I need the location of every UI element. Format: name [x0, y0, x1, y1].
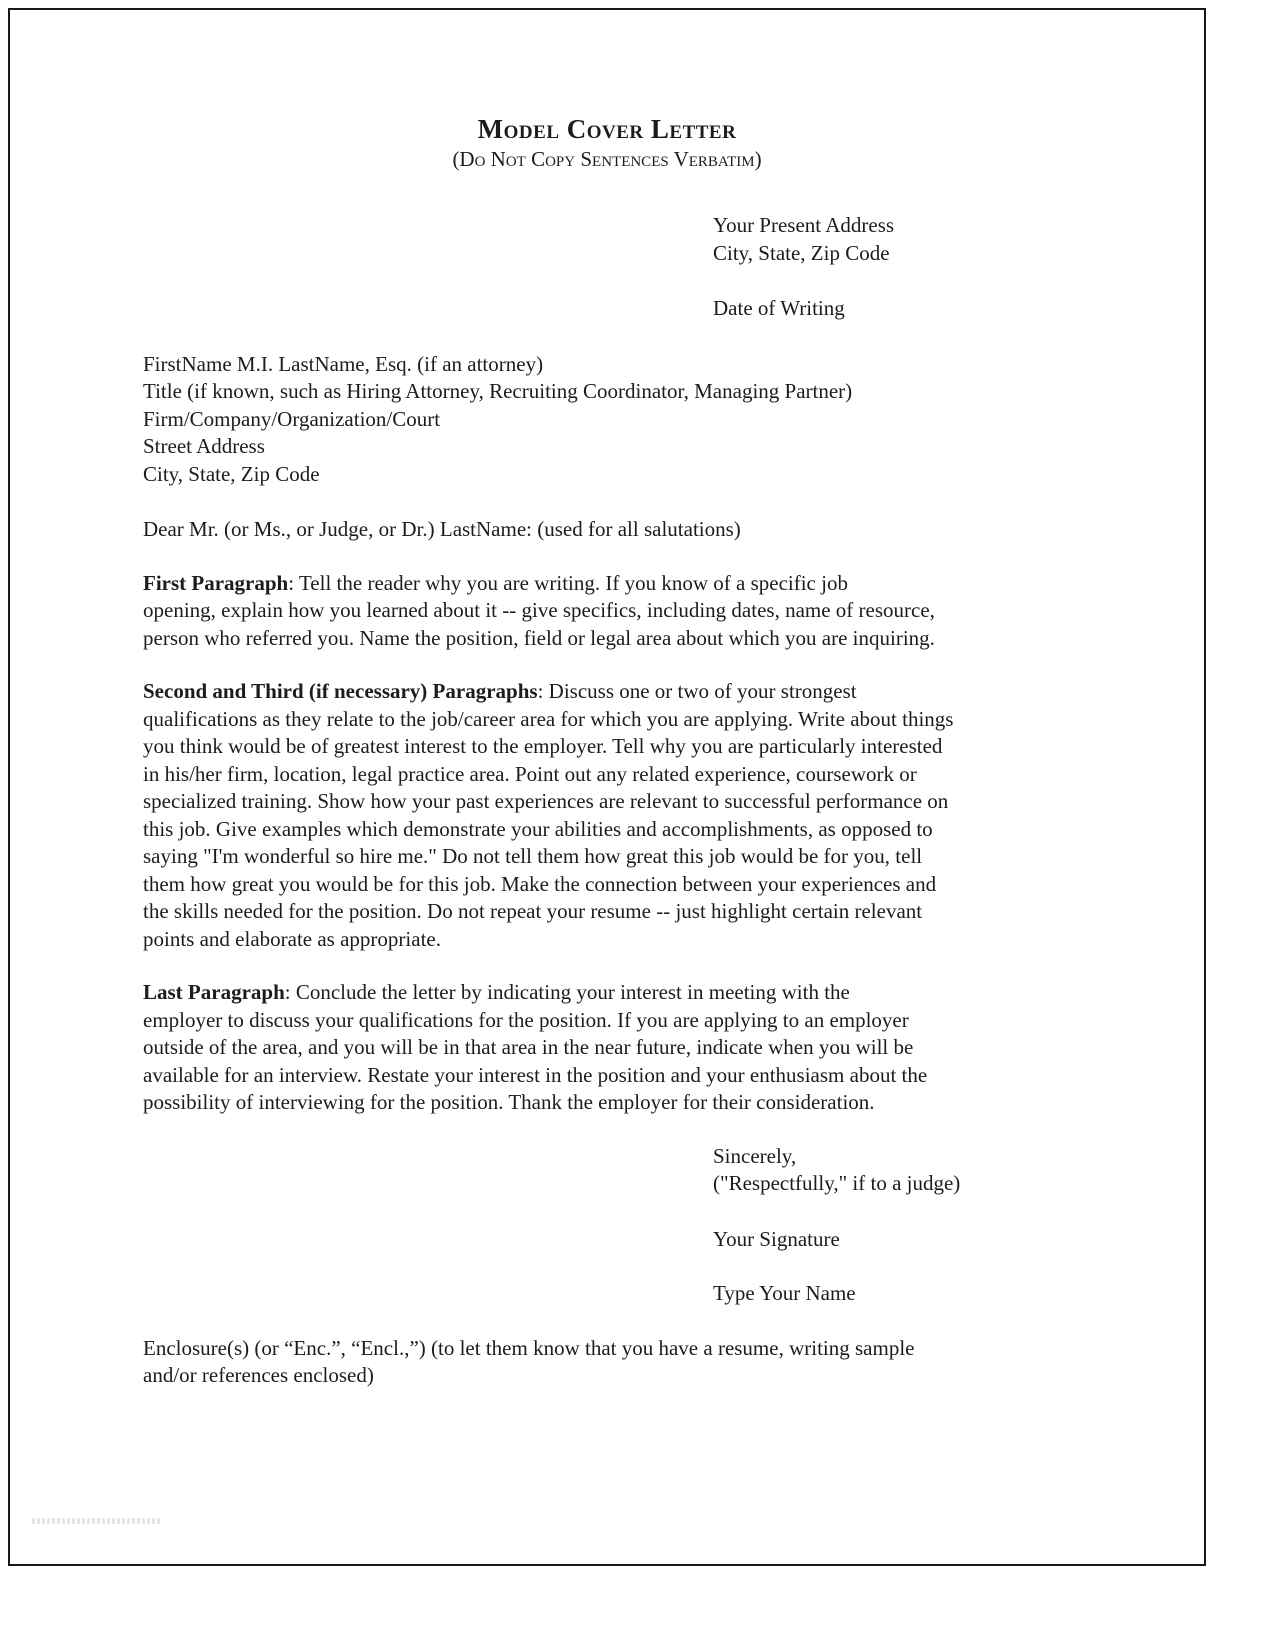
closing-block — [713, 1143, 1176, 1308]
closing-signature: Your Signature — [713, 1226, 840, 1251]
date-block — [713, 295, 1176, 323]
paragraph-last-line-1 — [143, 979, 1176, 1007]
recipient-block — [143, 351, 1176, 489]
recipient-street-line: Street Address — [143, 434, 265, 458]
paragraph-first-text: : Tell the reader why you are writing. If you know of a specific job — [288, 570, 848, 595]
document-title: Model Cover Letter — [477, 114, 737, 144]
paragraph-second-line-4: in his/her firm, location, legal practice area. Point out any related experience, coursework or — [143, 761, 917, 786]
paragraph-second-text: : Discuss one or two of your strongest — [537, 679, 857, 703]
paragraph-second-line-8: them how great you would be for this job. Make the connection between your experiences and — [143, 871, 937, 896]
paragraph-second-line-6: this job. Give examples which demonstrate your abilities and accomplishments, as opposed to — [143, 816, 933, 841]
document-subtitle: (Do Not Copy Sentences Verbatim) — [452, 147, 762, 171]
paragraph-last-lead: Last Paragraph — [143, 980, 285, 1004]
paragraph-last-line-5: possibility of interviewing for the position. Thank the employer for their consideration. — [143, 1090, 875, 1114]
paragraph-first-line-1 — [143, 570, 1176, 598]
salutation-line: Dear Mr. (or Ms., or Judge, or Dr.) LastName: (used for all salutations) — [143, 517, 741, 541]
recipient-firm-line: Firm/Company/Organization/Court — [143, 406, 441, 431]
recipient-city-line: City, State, Zip Code — [143, 461, 320, 486]
sender-address-line-1: Your Present Address — [713, 213, 895, 237]
recipient-name-line: FirstName M.I. LastName, Esq. (if an attorney) — [143, 351, 544, 376]
paragraph-last-line-2: employer to discuss your qualifications for the position. If you are applying to an employer — [143, 1007, 909, 1032]
paragraph-first — [143, 570, 1176, 653]
closing-respectfully-note: ("Respectfully," if to a judge) — [713, 1171, 961, 1195]
paragraph-first-line-3: person who referred you. Name the position, field or legal area about which you are inquiring. — [143, 625, 935, 650]
closing-typed-name: Type Your Name — [713, 1281, 856, 1305]
paragraph-first-lead: First Paragraph — [143, 570, 289, 595]
closing-sincerely: Sincerely, — [713, 1143, 797, 1168]
date-line: Date of Writing — [713, 296, 845, 320]
sender-address-block — [713, 212, 1176, 267]
paragraph-first-line-2: opening, explain how you learned about it -- give specifics, including dates, name of resource, — [143, 598, 935, 622]
paragraph-second-line-10: points and elaborate as appropriate. — [143, 926, 441, 951]
sender-address-line-2: City, State, Zip Code — [713, 240, 890, 265]
enclosure-line-1: Enclosure(s) (or “Enc.”, “Encl.,”) (to let them know that you have a resume, writing sample — [143, 1335, 915, 1360]
paragraph-second-line-2: qualifications as they relate to the job/career area for which you are applying. Write about things — [143, 706, 954, 731]
salutation-block — [143, 516, 1176, 544]
paragraph-second-line-3: you think would be of greatest interest to the employer. Tell why you are particularly interested — [143, 734, 943, 758]
document-page — [8, 8, 1206, 1566]
paragraph-last-line-3: outside of the area, and you will be in that area in the near future, indicate when you will be — [143, 1035, 914, 1059]
watermark — [32, 1518, 160, 1524]
paragraph-last-text: : Conclude the letter by indicating your interest in meeting with the — [284, 980, 850, 1004]
enclosure-block — [143, 1335, 1176, 1390]
enclosure-line-2: and/or references enclosed) — [143, 1363, 374, 1387]
paragraph-last-line-4: available for an interview. Restate your interest in the position and your enthusiasm about the — [143, 1062, 928, 1087]
paragraph-second-line-9: the skills needed for the position. Do not repeat your resume -- just highlight certain relevant — [143, 899, 923, 923]
paragraph-second-line-1 — [143, 678, 1176, 706]
letter-body — [10, 20, 1204, 1390]
paragraph-second — [143, 678, 1176, 953]
paragraph-second-lead: Second and Third (if necessary) Paragraphs — [143, 679, 538, 703]
recipient-title-line: Title (if known, such as Hiring Attorney, Recruiting Coordinator, Managing Partner) — [143, 379, 853, 403]
paragraph-second-line-7: saying "I'm wonderful so hire me." Do not tell them how great this job would be for you, tell — [143, 844, 923, 868]
paragraph-last — [143, 979, 1176, 1117]
paragraph-second-line-5: specialized training. Show how your past experiences are relevant to successful performance on — [143, 789, 949, 813]
